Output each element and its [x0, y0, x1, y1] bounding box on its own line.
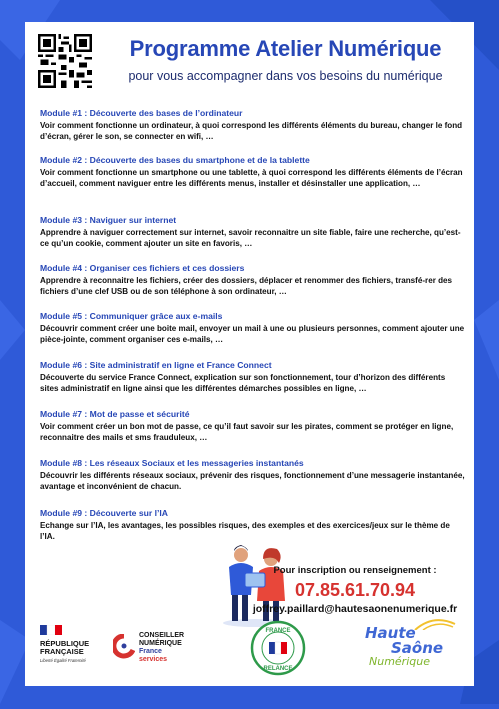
module-description: Voir comment fonctionne un ordinateur, à quoi correspond les différents éléments du bureau, changer le fond d’écran, gérer le son, se connecter en wifi, …: [40, 121, 463, 141]
module-description: Découverte du service France Connect, explication sur son fonctionnement, tour d’horizon des différents sites administratif en ligne ainsi que les différentes démarches possibles en ligne, …: [40, 373, 446, 393]
contact-block: [247, 565, 463, 615]
hs-line-3: Numérique: [369, 655, 430, 668]
module-description: Voir comment créer un bon mot de passe, ce qu’il faut savoir sur les pirates, comment se protéger en ligne, reconnaitre des mails et sms frauduleux, …: [40, 422, 454, 442]
conseiller-numerique-logo: [113, 632, 213, 676]
module-8: [40, 458, 465, 492]
module-title: Module #1 : Découverte des bases de l’ordinateur: [40, 108, 243, 118]
module-title: Module #9 : Découverte sur l’IA: [40, 508, 168, 518]
france-relance-logo: [250, 620, 306, 676]
page-title: Programme Atelier Numérique: [129, 36, 442, 61]
hs-line-2: Saône: [391, 639, 444, 657]
marianne-flag-icon: [40, 625, 62, 635]
module-title: Module #7 : Mot de passe et sécurité: [40, 409, 190, 419]
module-title: Module #6 : Site administratif en ligne et France Connect: [40, 360, 272, 370]
qr-code[interactable]: [38, 34, 92, 88]
module-description: Découvrir comment créer une boite mail, envoyer un mail à une ou plusieurs personnes, comment ajouter une pièce-jointe, comment organiser ces e-mails, …: [40, 324, 465, 344]
svg-text:RELANCE: RELANCE: [263, 666, 293, 672]
conseiller-numerique-icon: [113, 634, 135, 664]
module-title: Module #5 : Communiquer grâce aux e-mails: [40, 311, 223, 321]
republique-francaise-logo: [40, 622, 120, 663]
cn-line-2: NUMÉRIQUE: [139, 640, 182, 647]
cn-line-1: CONSEILLER: [139, 632, 185, 639]
module-title: Module #3 : Naviguer sur internet: [40, 215, 177, 225]
module-6: [40, 360, 465, 394]
rf-motto: Liberté Égalité Fraternité: [40, 658, 86, 663]
rf-line-1: RÉPUBLIQUE: [40, 639, 90, 648]
rf-line-2: FRANÇAISE: [40, 647, 84, 656]
flyer-page: [25, 22, 474, 686]
module-description: Découvrir les différents réseaux sociaux, prévenir des risques, fonctionnement d’une messagerie instantanée, avantage et inconvénient de chacun.: [40, 471, 465, 491]
france-relance-seal-icon: [250, 620, 306, 676]
module-description: Voir comment fonctionne un smartphone ou une tablette, à quoi correspond les différents éléments de l’écran d’accueil, comment naviguer entre les différents menus, installer et désinstaller une application, …: [40, 168, 463, 188]
module-description: Apprendre à naviguer correctement sur internet, savoir reconnaitre un site fiable, faire une recherche, qu’est-ce qu’un cookie, comment ajouter un site en favoris, …: [40, 228, 461, 248]
sun-rays-icon: [405, 616, 465, 630]
module-1: [40, 108, 465, 142]
module-title: Module #8 : Les réseaux Sociaux et les messageries instantanés: [40, 458, 304, 468]
contact-label: Pour inscription ou renseignement :: [273, 565, 437, 576]
cn-line-4: services: [139, 656, 168, 663]
module-title: Module #4 : Organiser ces fichiers et ces dossiers: [40, 263, 245, 273]
module-description: Apprendre à reconnaitre les fichiers, créer des dossiers, déplacer et renommer des fichiers, transfé-rer des fichiers d’une clef USB ou de son téléphone à son ordinateur, …: [40, 276, 453, 296]
hs-line-1: Haute: [365, 624, 416, 642]
module-4: [40, 263, 465, 297]
module-2: [40, 155, 465, 189]
module-3: [40, 215, 465, 249]
module-title: Module #2 : Découverte des bases du smartphone et de la tablette: [40, 155, 310, 165]
haute-saone-numerique-logo: [365, 620, 465, 668]
email-address[interactable]: joffrey.paillard@hautesaonenumerique.fr: [252, 603, 458, 615]
cn-line-3: France: [139, 648, 162, 655]
module-5: [40, 311, 465, 345]
page-subtitle: pour vous accompagner dans vos besoins du numérique: [128, 69, 443, 83]
module-description: Echange sur l’IA, les avantages, les possibles risques, des exemples et des exercices/jeux sur le thème de l’IA.: [40, 521, 450, 541]
svg-text:FRANCE: FRANCE: [265, 628, 291, 634]
phone-number[interactable]: 07.85.61.70.94: [294, 580, 416, 600]
module-7: [40, 409, 465, 443]
